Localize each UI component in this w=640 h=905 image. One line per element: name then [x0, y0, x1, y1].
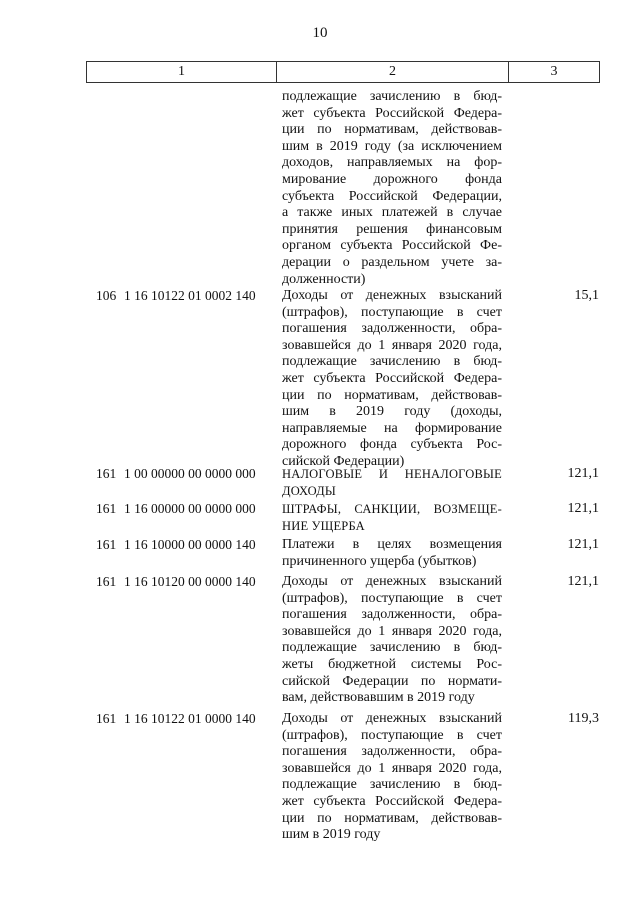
row-code	[96, 501, 276, 518]
text-line: жет субъекта Российской Федера-	[282, 793, 502, 809]
row-code	[96, 537, 276, 554]
text-line: подлежащие зачислению в бюд-	[282, 89, 502, 104]
row-code	[96, 288, 276, 305]
text-line: органом субъекта Российской Фе-	[282, 238, 502, 254]
text-line: принятия решения финансовым	[282, 221, 502, 237]
budget-code: 1 16 00000 00 0000 000	[124, 501, 256, 516]
text-line: погашения задолженности, обра-	[282, 744, 502, 760]
budget-code: 1 16 10122 01 0000 140	[124, 711, 256, 726]
text-line: шим в 2019 году (доходы,	[282, 404, 502, 420]
text-line: жеты бюджетной системы Рос-	[282, 656, 502, 672]
budget-code: 1 16 10000 00 0000 140	[124, 537, 256, 552]
text-line: сийской Федерации)	[282, 453, 405, 469]
row-description	[282, 711, 502, 844]
text-line: направляемые на формирование	[282, 420, 502, 436]
text-line: сийской Федерации по нормати-	[282, 673, 502, 689]
text-line: ции по нормативам, действовав-	[282, 122, 502, 138]
row-description	[282, 537, 502, 570]
text-line: причиненного ущерба (убытков)	[282, 553, 477, 569]
row-value: 121,1	[567, 466, 599, 481]
row-code	[96, 574, 276, 591]
header-col-2: 2	[277, 62, 509, 82]
row-value: 119,3	[568, 711, 599, 726]
text-line: подлежащие зачислению в бюд-	[282, 354, 502, 370]
header-col-1: 1	[87, 62, 277, 82]
text-line: НИЕ УЩЕРБА	[282, 518, 365, 533]
text-line: Доходы от денежных взысканий	[282, 288, 502, 303]
row-description	[282, 574, 502, 707]
admin-code: 161	[96, 711, 117, 726]
text-line: субъекта Российской Федерации,	[282, 188, 502, 204]
text-line: шим в 2019 году (за исключением	[282, 138, 502, 154]
text-line: (штрафов), поступающие в счет	[282, 590, 502, 606]
header-col-3: 3	[550, 64, 558, 79]
row-value: 121,1	[567, 501, 599, 516]
text-line: доходов, направляемых на фор-	[282, 155, 502, 171]
text-line: (штрафов), поступающие в счет	[282, 304, 502, 320]
text-line: ШТРАФЫ, САНКЦИИ, ВОЗМЕЩЕ-	[282, 502, 502, 516]
admin-code: 161	[96, 466, 117, 481]
text-line: погашения задолженности, обра-	[282, 321, 502, 337]
row-value: 15,1	[574, 288, 599, 303]
text-line: мирование дорожного фонда	[282, 171, 502, 187]
table-header	[86, 61, 600, 83]
text-line: НАЛОГОВЫЕ И НЕНАЛОГОВЫЕ	[282, 467, 502, 481]
text-line: дерации о раздельном учете за-	[282, 254, 502, 270]
admin-code: 161	[96, 501, 117, 516]
continuation-text	[282, 89, 502, 288]
budget-code: 1 16 10122 01 0002 140	[124, 288, 256, 303]
text-line: жет субъекта Российской Федера-	[282, 370, 502, 386]
text-line: ДОХОДЫ	[282, 483, 337, 498]
text-line: подлежащие зачислению в бюд-	[282, 777, 502, 793]
admin-code: 161	[96, 537, 117, 552]
text-line: жет субъекта Российской Федера-	[282, 105, 502, 121]
text-line: Доходы от денежных взысканий	[282, 711, 502, 726]
text-line: дорожного фонда субъекта Рос-	[282, 437, 502, 453]
text-line: подлежащие зачислению в бюд-	[282, 640, 502, 656]
row-value: 121,1	[567, 537, 599, 552]
row-code	[96, 466, 276, 483]
text-line: Платежи в целях возмещения	[282, 537, 502, 552]
admin-code: 106	[96, 288, 117, 303]
row-description	[282, 466, 502, 499]
text-line: зовавшейся до 1 января 2020 года,	[282, 760, 502, 776]
row-value: 121,1	[567, 574, 599, 589]
text-line: шим в 2019 году	[282, 827, 381, 843]
text-line: вам, действовавшим в 2019 году	[282, 690, 475, 706]
text-line: долженности)	[282, 271, 366, 287]
text-line: Доходы от денежных взысканий	[282, 574, 502, 589]
row-description	[282, 501, 502, 534]
text-line: а также иных платежей в случае	[282, 205, 502, 221]
text-line: ции по нормативам, действовав-	[282, 810, 502, 826]
budget-code: 1 00 00000 00 0000 000	[124, 466, 256, 481]
row-description	[282, 288, 502, 471]
page-number: 10	[312, 25, 328, 41]
admin-code: 161	[96, 574, 117, 589]
row-code	[96, 711, 276, 728]
text-line: ции по нормативам, действовав-	[282, 387, 502, 403]
text-line: зовавшейся до 1 января 2020 года,	[282, 337, 502, 353]
text-line: (штрафов), поступающие в счет	[282, 727, 502, 743]
budget-code: 1 16 10120 00 0000 140	[124, 574, 256, 589]
text-line: зовавшейся до 1 января 2020 года,	[282, 623, 502, 639]
text-line: погашения задолженности, обра-	[282, 607, 502, 623]
